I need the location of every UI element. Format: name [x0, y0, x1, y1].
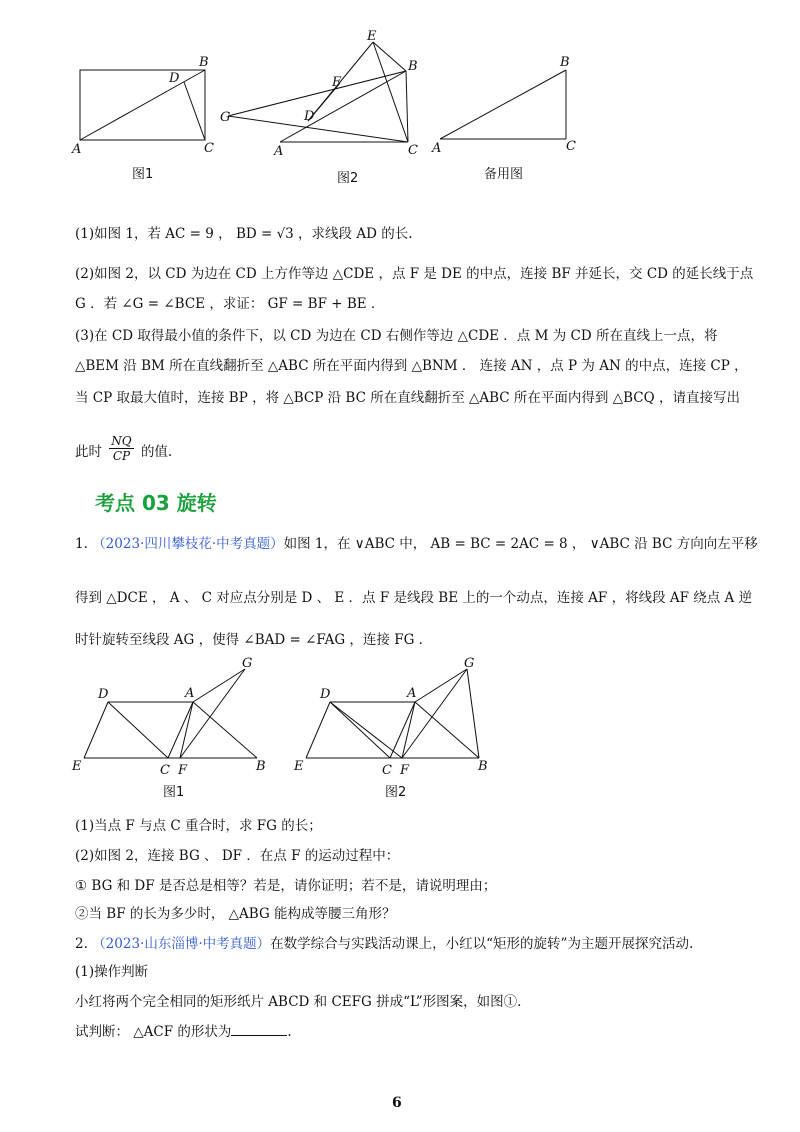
p1-source: （2023·四川攀枝花·中考真题） — [92, 536, 284, 552]
prev-q3-line3: 当 CP 取最大值时，连接 BP ，将 △BCP 沿 BC 所在直线翻折至 △ABC 所在平面内得到 △BCQ ，请直接写出 — [75, 390, 740, 406]
rotation-figure-2 — [292, 655, 492, 775]
page-number: 6 — [392, 1095, 402, 1111]
rot1-label-c: C — [160, 763, 170, 775]
fraction — [109, 434, 133, 463]
fig2-label-f: F — [332, 75, 342, 90]
fig3-label-c: C — [566, 139, 576, 154]
p2-line-b: 试判断： △ACF 的形状为 . — [75, 1024, 292, 1040]
p1-q2-i: ① BG 和 DF 是否总是相等？若是，请你证明；若不是，请说明理由； — [75, 878, 497, 894]
fig2-label-e: E — [367, 29, 377, 44]
p1-line1 — [75, 534, 758, 554]
rot-fig2-caption: 图2 — [385, 785, 407, 800]
figure-3 — [428, 52, 583, 155]
prev-q2-line2: G ．若 ∠G = ∠BCE ，求证： GF = BF + BE ． — [75, 296, 385, 312]
fraction-denominator: CP — [112, 449, 131, 463]
rot2-label-e: E — [294, 759, 304, 774]
fig3-caption: 备用图 — [484, 167, 524, 182]
fig2-label-b: B — [408, 59, 418, 74]
rot2-label-d: D — [320, 687, 331, 702]
figure-2 — [218, 28, 428, 158]
rot2-label-b: B — [478, 759, 488, 774]
section-heading: 考点 03 旋转 — [95, 491, 217, 515]
rot2-label-g: G — [464, 656, 475, 671]
rot1-label-d: D — [98, 687, 109, 702]
answer-blank[interactable] — [231, 1023, 287, 1036]
p1-q2: (2)如图 2，连接 BG 、 DF ．在点 F 的运动过程中： — [75, 848, 400, 864]
p2-sub1: (1)操作判断 — [75, 964, 149, 980]
p1-q1: (1)当点 F 与点 C 重合时，求 FG 的长； — [75, 818, 322, 834]
prev-q3-pre: 此时 — [75, 444, 102, 460]
rot1-label-g: G — [242, 656, 253, 671]
p1-line3: 时针旋转至线段 AG ，使得 ∠BAD = ∠FAG ，连接 FG ． — [75, 632, 433, 648]
prev-q3-post: 的值. — [140, 444, 173, 460]
fig2-label-a: A — [274, 144, 284, 158]
fraction-numerator: NQ — [111, 434, 132, 448]
p2-intro: 在数学综合与实践活动课上，小红以“矩形的旋转”为主题开展探究活动. — [270, 936, 694, 952]
p2-source: （2023·山东淄博·中考真题） — [92, 936, 271, 952]
fig1-caption: 图1 — [132, 167, 154, 182]
rot-fig1-caption: 图1 — [163, 785, 185, 800]
rotation-figure-1 — [70, 655, 270, 775]
p1-q2-ii: ②当 BF 的长为多少时， △ABG 能构成等腰三角形？ — [75, 906, 396, 922]
fig2-label-g: G — [220, 110, 231, 125]
fig1-label-c: C — [204, 141, 214, 155]
fig2-caption: 图2 — [337, 171, 359, 186]
prev-q3-line1: (3)在 CD 取得最小值的条件下，以 CD 为边在 CD 右侧作等边 △CDE ．点 M 为 CD 所在直线上一点，将 — [75, 328, 718, 344]
fig1-label-a: A — [72, 142, 82, 155]
prev-q2-line1: (2)如图 2，以 CD 为边在 CD 上方作等边 △CDE ，点 F 是 DE 的中点，连接 BF 并延长，交 CD 的延长线于点 — [75, 266, 754, 282]
fig2-label-c: C — [408, 143, 418, 158]
rot1-label-f: F — [178, 763, 188, 775]
p2-line-a: 小红将两个完全相同的矩形纸片 ABCD 和 CEFG 拼成“L”形图案，如图①. — [75, 994, 522, 1010]
p1-number: 1. — [75, 536, 88, 552]
rot1-label-e: E — [72, 759, 82, 774]
prev-q1: (1)如图 1，若 AC = 9 ， BD = √3 ，求线段 AD 的长. — [75, 226, 413, 242]
prev-q3-line2: △BEM 沿 BM 所在直线翻折至 △ABC 所在平面内得到 △BNM ． 连接 AN ，点 P 为 AN 的中点，连接 CP ， — [75, 358, 748, 374]
fig3-label-a: A — [432, 141, 442, 155]
p2-number: 2. — [75, 936, 88, 952]
rot2-label-c: C — [382, 763, 392, 775]
p1-line2: 得到 △DCE ， A 、 C 对应点分别是 D 、 E ．点 F 是线段 BE 上的一个动点，连接 AF ，将线段 AF 绕点 A 逆 — [75, 590, 753, 606]
rot2-label-f: F — [400, 763, 410, 775]
fig1-label-b: B — [199, 55, 209, 70]
rot1-label-b: B — [256, 759, 266, 774]
p1-line1-text: 如图 1，在 ∨ABC 中， AB = BC = 2AC = 8 ， ∨ABC 沿 BC 方向向左平移 — [283, 536, 758, 552]
p2-line1 — [75, 934, 755, 954]
fig2-label-d: D — [304, 109, 315, 124]
fig3-label-b: B — [560, 55, 570, 70]
figure-1 — [70, 55, 220, 155]
rot2-label-a: A — [407, 686, 417, 701]
prev-q3-line4 — [75, 434, 755, 467]
p2-line-b-text: 试判断： △ACF 的形状为 — [75, 1024, 232, 1040]
fig1-label-d: D — [169, 71, 180, 86]
rot1-label-a: A — [185, 686, 195, 701]
